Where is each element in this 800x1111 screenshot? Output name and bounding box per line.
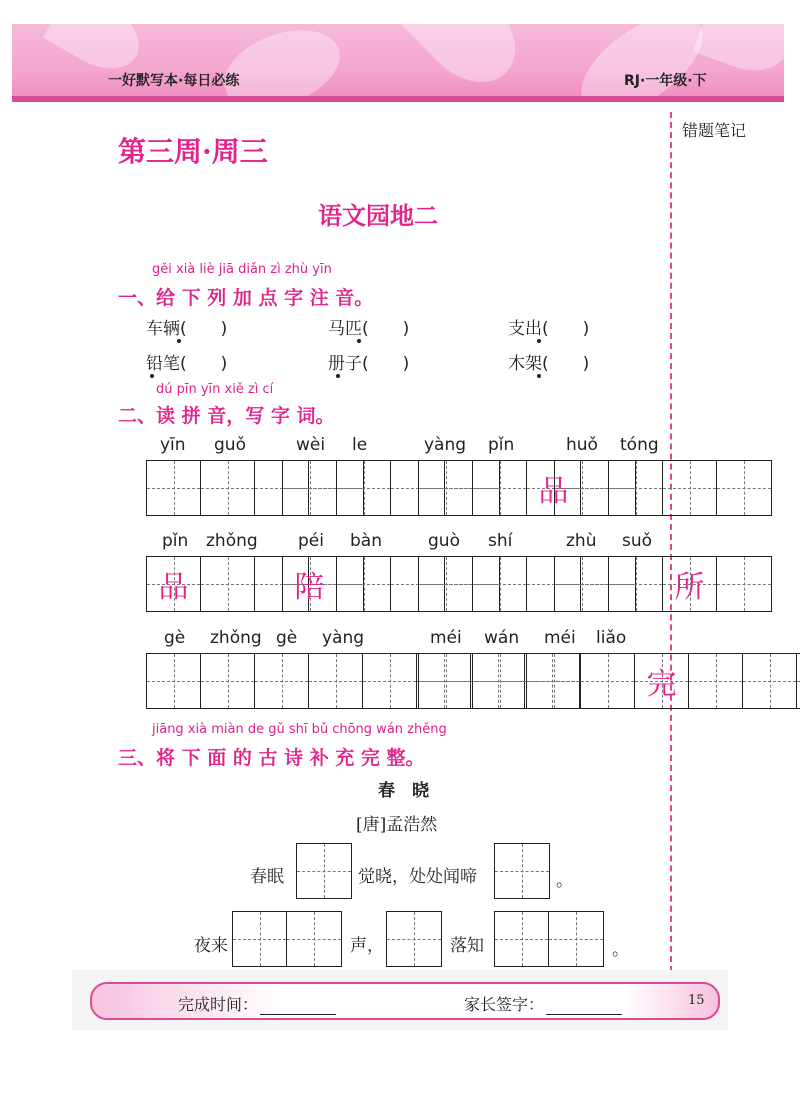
section1-pinyin: gěi xià liè jiā diǎn zì zhù yīn bbox=[152, 262, 332, 277]
item-qianbi: 铅笔( ) bbox=[146, 354, 228, 374]
handwritten-char bbox=[309, 654, 362, 708]
word-pinyin: le bbox=[352, 435, 368, 455]
section2-title: 二、读 拼 音，写 字 词。 bbox=[118, 405, 335, 427]
emphasis-dot bbox=[150, 374, 154, 378]
handwritten-char bbox=[717, 461, 771, 515]
writing-cell[interactable] bbox=[419, 654, 473, 708]
handwritten-char bbox=[419, 557, 472, 611]
word-pinyin: méi bbox=[430, 628, 462, 648]
handwritten-char bbox=[147, 654, 200, 708]
writing-cell[interactable] bbox=[473, 654, 527, 708]
poem-line2-part3: 落知 bbox=[450, 936, 484, 956]
completion-time-label: 完成时间： bbox=[178, 995, 259, 1014]
writing-cell[interactable] bbox=[689, 654, 743, 708]
writing-cell[interactable] bbox=[609, 557, 663, 611]
handwritten-char: 品 bbox=[158, 570, 189, 605]
word-pinyin: guǒ bbox=[214, 435, 246, 455]
word-writing-grid[interactable] bbox=[554, 556, 772, 612]
parent-signature-field[interactable] bbox=[464, 992, 622, 1015]
completion-time-line[interactable] bbox=[260, 998, 336, 1015]
handwritten-char bbox=[201, 557, 254, 611]
writing-cell[interactable] bbox=[555, 461, 609, 515]
writing-cell[interactable] bbox=[147, 461, 201, 515]
writing-cell[interactable] bbox=[635, 654, 689, 708]
handwritten-char bbox=[419, 461, 472, 515]
item-zhichu: 支出( ) bbox=[508, 319, 590, 339]
poem-blank-grid[interactable] bbox=[296, 843, 352, 899]
word-pinyin: wán bbox=[484, 628, 520, 648]
handwritten-char: 陪 bbox=[294, 570, 325, 605]
handwritten-char bbox=[473, 654, 526, 708]
writing-cell[interactable] bbox=[201, 654, 255, 708]
handwritten-char bbox=[663, 461, 716, 515]
word-pinyin: yàng bbox=[322, 628, 365, 648]
word-pinyin: pǐn bbox=[162, 531, 189, 551]
writing-cell[interactable] bbox=[255, 654, 309, 708]
writing-cell[interactable] bbox=[473, 557, 527, 611]
handwritten-char bbox=[555, 557, 608, 611]
handwritten-char bbox=[581, 654, 634, 708]
writing-cell[interactable] bbox=[147, 654, 201, 708]
handwritten-char bbox=[337, 557, 390, 611]
handwritten-char: 所 bbox=[674, 570, 705, 605]
emphasis-dot bbox=[537, 374, 541, 378]
week-title: 第三周·周三 bbox=[118, 135, 268, 168]
word-pinyin: tóng bbox=[620, 435, 659, 455]
section2-pinyin: dú pīn yīn xiě zì cí bbox=[156, 382, 274, 397]
writing-cell[interactable] bbox=[337, 461, 391, 515]
writing-cell[interactable] bbox=[147, 557, 201, 611]
handwritten-char bbox=[609, 557, 662, 611]
writing-cell[interactable] bbox=[363, 654, 417, 708]
handwritten-char bbox=[743, 654, 796, 708]
writing-cell[interactable] bbox=[473, 461, 527, 515]
handwritten-char: 完 bbox=[646, 667, 677, 702]
word-pinyin: yàng bbox=[424, 435, 467, 455]
word-pinyin: gè bbox=[164, 628, 186, 648]
item-cezi: 册子( ) bbox=[328, 354, 410, 374]
writing-cell[interactable] bbox=[609, 461, 663, 515]
header-grade-label: RJ·一年级·下 bbox=[624, 73, 707, 89]
parent-signature-line[interactable] bbox=[546, 998, 622, 1015]
word-pinyin: zhù bbox=[566, 531, 597, 551]
handwritten-char bbox=[337, 461, 390, 515]
poem-line2-part1: 夜来 bbox=[194, 936, 228, 956]
handwritten-char bbox=[201, 461, 254, 515]
writing-cell[interactable] bbox=[717, 461, 771, 515]
writing-cell[interactable] bbox=[581, 654, 635, 708]
header-banner bbox=[12, 24, 784, 102]
word-pinyin: zhǒng bbox=[206, 531, 258, 551]
word-pinyin: péi bbox=[298, 531, 324, 551]
writing-cell[interactable] bbox=[283, 557, 337, 611]
wrong-answer-notes-label: 错题笔记 bbox=[682, 121, 747, 140]
completion-time-field[interactable] bbox=[178, 992, 336, 1015]
notes-divider bbox=[670, 112, 672, 972]
emphasis-dot bbox=[336, 374, 340, 378]
word-pinyin: suǒ bbox=[622, 531, 653, 551]
handwritten-char bbox=[283, 461, 336, 515]
word-pinyin: liǎo bbox=[596, 628, 627, 648]
handwritten-char bbox=[689, 654, 742, 708]
writing-cell[interactable] bbox=[283, 461, 337, 515]
writing-cell[interactable] bbox=[663, 461, 717, 515]
handwritten-char bbox=[147, 461, 200, 515]
handwritten-char bbox=[609, 461, 662, 515]
writing-cell[interactable] bbox=[419, 461, 473, 515]
handwritten-char bbox=[201, 654, 254, 708]
poem-line1-part1: 春眠 bbox=[250, 867, 284, 887]
header-series-title: 一好默写本·每日必练 bbox=[108, 73, 240, 89]
poem-author: [唐]孟浩然 bbox=[356, 815, 438, 835]
section3-title: 三、将 下 面 的 古 诗 补 充 完 整。 bbox=[118, 747, 425, 769]
section1-title: 一、给 下 列 加 点 字 注 音。 bbox=[118, 287, 374, 309]
word-pinyin: zhǒng bbox=[210, 628, 262, 648]
item-mapi: 马匹( ) bbox=[328, 319, 410, 339]
poem-line1-part2: 觉晓，处处闻啼 bbox=[358, 867, 477, 887]
poem-line1-end: 。 bbox=[556, 871, 573, 891]
writing-cell[interactable] bbox=[201, 557, 255, 611]
writing-cell[interactable] bbox=[337, 557, 391, 611]
lesson-title: 语文园地二 bbox=[318, 202, 438, 230]
writing-cell[interactable] bbox=[201, 461, 255, 515]
writing-cell[interactable] bbox=[309, 654, 363, 708]
handwritten-char bbox=[473, 557, 526, 611]
footer-bar bbox=[90, 982, 720, 1020]
word-pinyin: wèi bbox=[296, 435, 326, 455]
page-number: 15 bbox=[688, 993, 705, 1008]
writing-cell[interactable] bbox=[555, 557, 609, 611]
word-pinyin: bàn bbox=[350, 531, 382, 551]
item-mujia: 木架( ) bbox=[508, 354, 590, 374]
poem-blank-grid[interactable] bbox=[494, 911, 604, 967]
section3-pinyin: jiāng xià miàn de gǔ shī bǔ chōng wán zhěng bbox=[152, 722, 447, 737]
emphasis-dot bbox=[177, 339, 181, 343]
word-pinyin: shí bbox=[488, 531, 513, 551]
word-pinyin: gè bbox=[276, 628, 298, 648]
poem-line2-end: 。 bbox=[612, 940, 629, 960]
word-pinyin: méi bbox=[544, 628, 576, 648]
poem-title: 春 晓 bbox=[378, 781, 429, 801]
writing-cell[interactable] bbox=[717, 557, 771, 611]
poem-blank-grid[interactable] bbox=[386, 911, 442, 967]
poem-blank-grid[interactable] bbox=[232, 911, 342, 967]
writing-cell[interactable] bbox=[527, 654, 581, 708]
word-pinyin: guò bbox=[428, 531, 460, 551]
emphasis-dot bbox=[357, 339, 361, 343]
handwritten-char bbox=[363, 654, 416, 708]
word-pinyin: pǐn bbox=[488, 435, 515, 455]
writing-cell[interactable] bbox=[419, 557, 473, 611]
handwritten-char bbox=[419, 654, 472, 708]
word-writing-grid[interactable] bbox=[554, 460, 772, 516]
item-chelianq: 车辆( ) bbox=[146, 319, 228, 339]
handwritten-char bbox=[527, 654, 580, 708]
poem-line2-part2: 声， bbox=[350, 936, 384, 956]
emphasis-dot bbox=[537, 339, 541, 343]
handwritten-char bbox=[255, 654, 308, 708]
writing-cell[interactable] bbox=[743, 654, 797, 708]
word-pinyin: yīn bbox=[160, 435, 186, 455]
handwritten-char: 品 bbox=[538, 474, 569, 509]
handwritten-char bbox=[555, 461, 608, 515]
word-pinyin: huǒ bbox=[566, 435, 598, 455]
poem-blank-grid[interactable] bbox=[494, 843, 550, 899]
handwritten-char bbox=[717, 557, 771, 611]
handwritten-char bbox=[473, 461, 526, 515]
word-writing-grid[interactable] bbox=[418, 653, 800, 709]
parent-signature-label: 家长签字： bbox=[464, 995, 545, 1014]
writing-cell[interactable] bbox=[663, 557, 717, 611]
